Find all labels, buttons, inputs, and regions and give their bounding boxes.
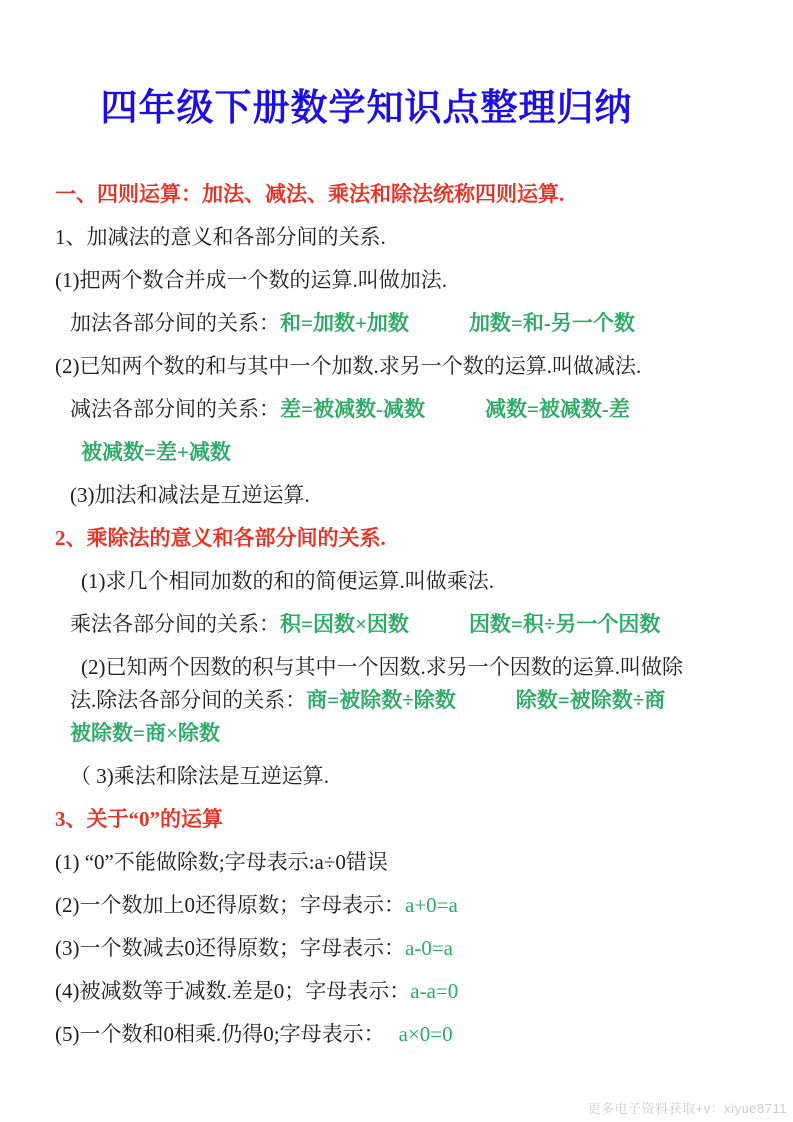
page-title: 四年级下册数学知识点整理归纳 — [100, 87, 633, 128]
formula-quotient: 商=被除数÷除数 — [306, 688, 456, 712]
text-segment: 一、四则运算：加法、减法、乘法和除法统称四则运算. — [55, 182, 565, 206]
formula-a-times-0: a×0=0 — [398, 1022, 453, 1046]
section-1-heading — [55, 178, 753, 210]
formula-minuend: 被减数=差+减数 — [81, 440, 231, 464]
line-add-sub-inverse — [55, 479, 753, 511]
line-minuend-formula — [55, 436, 753, 468]
text-segment: 1、加减法的意义和各部分间的关系. — [55, 225, 386, 249]
text-segment: (2)一个数加上0还得原数；字母表示： — [55, 893, 405, 917]
text-segment: 2、乘除法的意义和各部分间的关系. — [55, 526, 386, 550]
line-zero-rule-1 — [55, 846, 753, 878]
text-segment: (3)一个数减去0还得原数；字母表示： — [55, 936, 405, 960]
text-segment: （ 3)乘法和除法是互逆运算. — [70, 764, 329, 788]
text-segment: 加法各部分间的关系： — [70, 311, 280, 335]
text-segment: 减法各部分间的关系： — [70, 397, 280, 421]
text-segment: (1)把两个数合并成一个数的运算.叫做加法. — [55, 268, 447, 292]
line-division-relations — [55, 684, 753, 716]
formula-dividend: 被除数=商×除数 — [70, 721, 220, 745]
formula-factor: 因数=积÷另一个因数 — [468, 612, 661, 636]
document-body — [0, 178, 793, 1050]
formula-a-plus-0: a+0=a — [405, 893, 458, 917]
text-segment: 法.除法各部分间的关系： — [70, 688, 307, 712]
section-2-heading — [55, 522, 753, 554]
line-dividend-formula — [55, 717, 753, 749]
text-segment: (1)求几个相同加数的和的简便运算.叫做乘法. — [81, 569, 494, 593]
text-segment: (1) “0”不能做除数;字母表示:a÷0错误 — [55, 850, 388, 874]
text-segment: (2)已知两个数的和与其中一个加数.求另一个数的运算.叫做减法. — [55, 354, 642, 378]
section-3-heading — [55, 803, 753, 835]
line-division-definition — [55, 651, 753, 683]
line-zero-rule-4 — [55, 975, 753, 1007]
text-segment: (3)加法和减法是互逆运算. — [70, 483, 310, 507]
text-segment: (5)一个数和0相乘.仍得0;字母表示： — [55, 1022, 385, 1046]
formula-difference: 差=被减数-减数 — [280, 397, 425, 421]
line-subtraction-relations — [55, 393, 753, 425]
text-segment: 乘法各部分间的关系： — [70, 612, 280, 636]
formula-divisor: 除数=被除数÷商 — [515, 688, 666, 712]
line-addition-relations — [55, 307, 753, 339]
formula-sum: 和=加数+加数 — [280, 311, 409, 335]
line-zero-rule-3 — [55, 932, 753, 964]
watermark-text: 更多电子资料获取+v：xiyue8711 — [587, 1101, 787, 1116]
text-segment: (4)被减数等于减数.差是0；字母表示： — [55, 979, 411, 1003]
formula-a-minus-0: a-0=a — [405, 936, 453, 960]
line-mul-div-inverse — [55, 760, 753, 792]
text-segment: 3、关于“0”的运算 — [55, 807, 223, 831]
formula-a-minus-a: a-a=0 — [410, 979, 459, 1003]
text-segment: (2)已知两个因数的积与其中一个因数.求另一个因数的运算.叫做除 — [81, 655, 683, 679]
line-addition-definition — [55, 264, 753, 296]
formula-addend: 加数=和-另一个数 — [468, 311, 635, 335]
line-multiplication-relations — [55, 608, 753, 640]
line-zero-rule-5 — [55, 1018, 753, 1050]
line-add-sub-meaning — [55, 221, 753, 253]
line-zero-rule-2 — [55, 889, 753, 921]
line-subtraction-definition — [55, 350, 753, 382]
formula-subtrahend: 减数=被减数-差 — [484, 397, 630, 421]
formula-product: 积=因数×因数 — [280, 612, 409, 636]
line-multiplication-definition — [55, 565, 753, 597]
